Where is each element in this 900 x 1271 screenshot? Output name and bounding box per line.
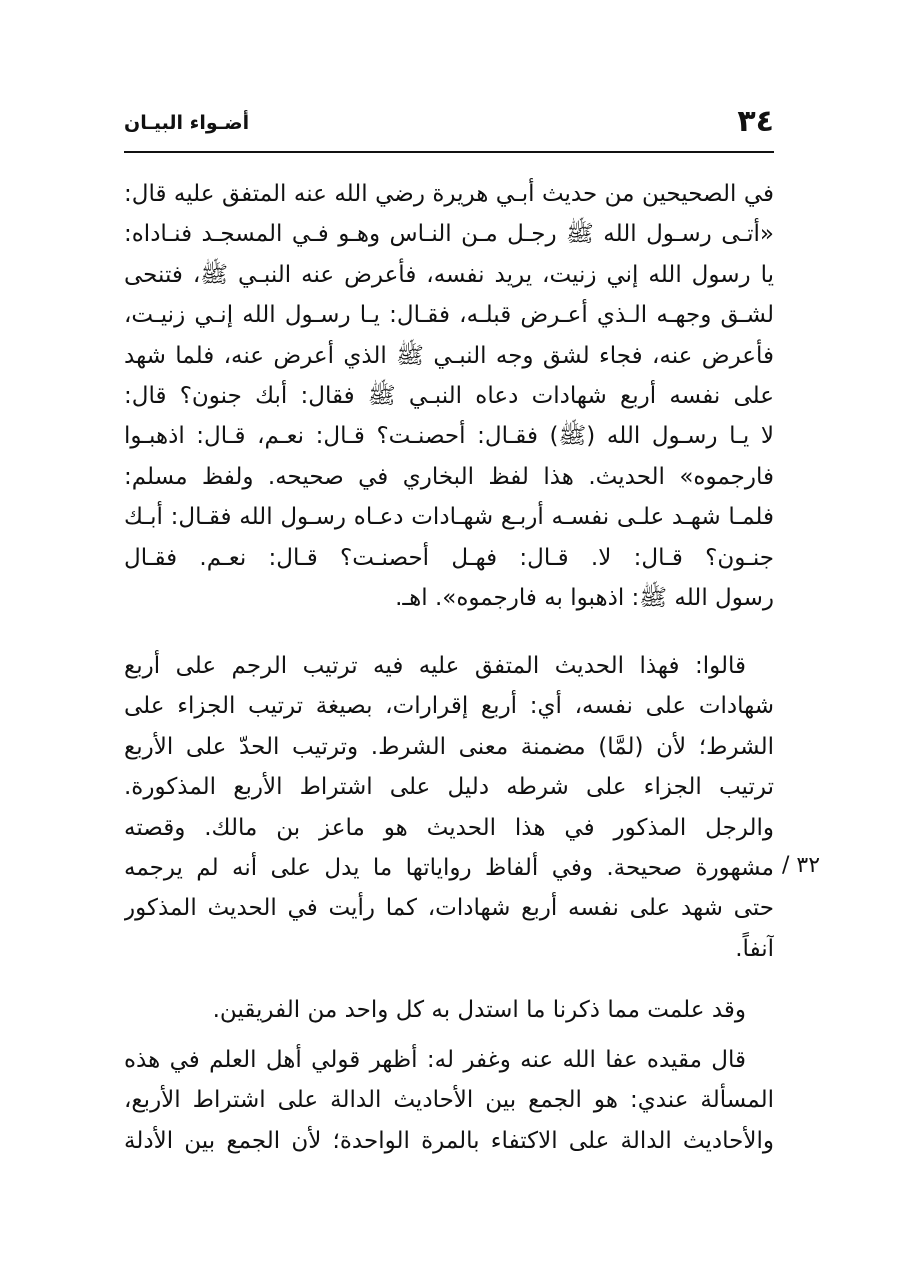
header-divider [124,151,774,153]
text-line: فأعرض عنه، فجاء لشق وجه النبـي ﷺ الذي أعرض عنه، فلما شهد [124,342,774,369]
text-line: جنـون؟ قـال: لا. قـال: فهـل أحصنـت؟ قـال: نعـم. فقـال [124,544,774,571]
text-line: والأحاديث الدالة على الاكتفاء بالمرة الواحدة؛ لأن الجمع بين الأدلة [124,1127,774,1154]
text-line: فارجموه» الحديث. هذا لفظ البخاري في صحيحه. ولفظ مسلم: [124,463,774,490]
text-line: قال مقيده عفا الله عنه وغفر له: أظهر قولي أهل العلم في هذه [124,1047,746,1073]
text-line: قالوا: فهذا الحديث المتفق عليه فيه ترتيب الرجم على أربع [124,653,746,679]
text-line: لشـق وجهـه الـذي أعـرض قبلـه، فقـال: يـا رسـول الله إنـي زنيـت، [124,302,774,329]
text-line: مشهورة صحيحة. وفي ألفاظ رواياتها ما يدل على أنه لم يرجمه [124,855,774,882]
text-line: «أتـى رسـول الله ﷺ رجـل مـن النـاس وهـو فـي المسجـد فنـاداه: [124,221,774,248]
page-number: ٣٤ [737,104,774,139]
text-line: فلمـا شهـد علـى نفسـه أربـع شهـادات دعـاه رسـول الله فقـال: أبـك [124,504,774,531]
text-line: شهادات على نفسه، أي: أربع إقرارات، بصيغة ترتيب الجزاء على [124,693,774,720]
hadith-paragraph [124,174,774,618]
text-line: لا يـا رسـول الله (ﷺ) فقـال: أحصنـت؟ قـال: نعـم، قـال: اذهبـوا [124,423,774,450]
text-line: في الصحيحين من حديث أبـي هريرة رضي الله عنه المتفق عليه قال: [124,181,774,207]
text-line: ترتيب الجزاء على شرطه دليل على اشتراط الأربع المذكورة. [124,774,774,801]
text-line: آنفاً. [735,935,774,962]
summary-paragraph [124,990,774,1030]
text-line: والرجل المذكور في هذا الحديث هو ماعز بن مالك. وقصته [124,814,774,841]
book-title: أضـواء البيـان [124,112,250,134]
text-line: المسألة عندي: هو الجمع بين الأحاديث الدالة على اشتراط الأربع، [124,1087,774,1114]
text-line: الشرط؛ لأن (لمَّا) مضمنة معنى الشرط. وترتيب الحدّ على الأربع [124,733,774,760]
running-header [124,104,774,150]
text-line: يا رسول الله إني زنيت، يريد نفسه، فأعرض عنه النبـي ﷺ، فتنحى [124,261,774,288]
text-line: على نفسه أربع شهادات دعاه النبـي ﷺ فقال: أبك جنون؟ قال: [124,383,774,410]
author-opinion-paragraph [124,1040,774,1161]
text-line: وقد علمت مما ذكرنا ما استدل به كل واحد من الفريقين. [212,997,746,1023]
argument-paragraph [124,646,774,969]
text-line: حتى شهد على نفسه أربع شهادات، كما رأيت في الحديث المذكور [124,895,774,922]
margin-page-reference: ٣٢ / [782,853,821,878]
text-line: رسول الله ﷺ: اذهبوا به فارجموه». اهـ. [395,585,774,612]
